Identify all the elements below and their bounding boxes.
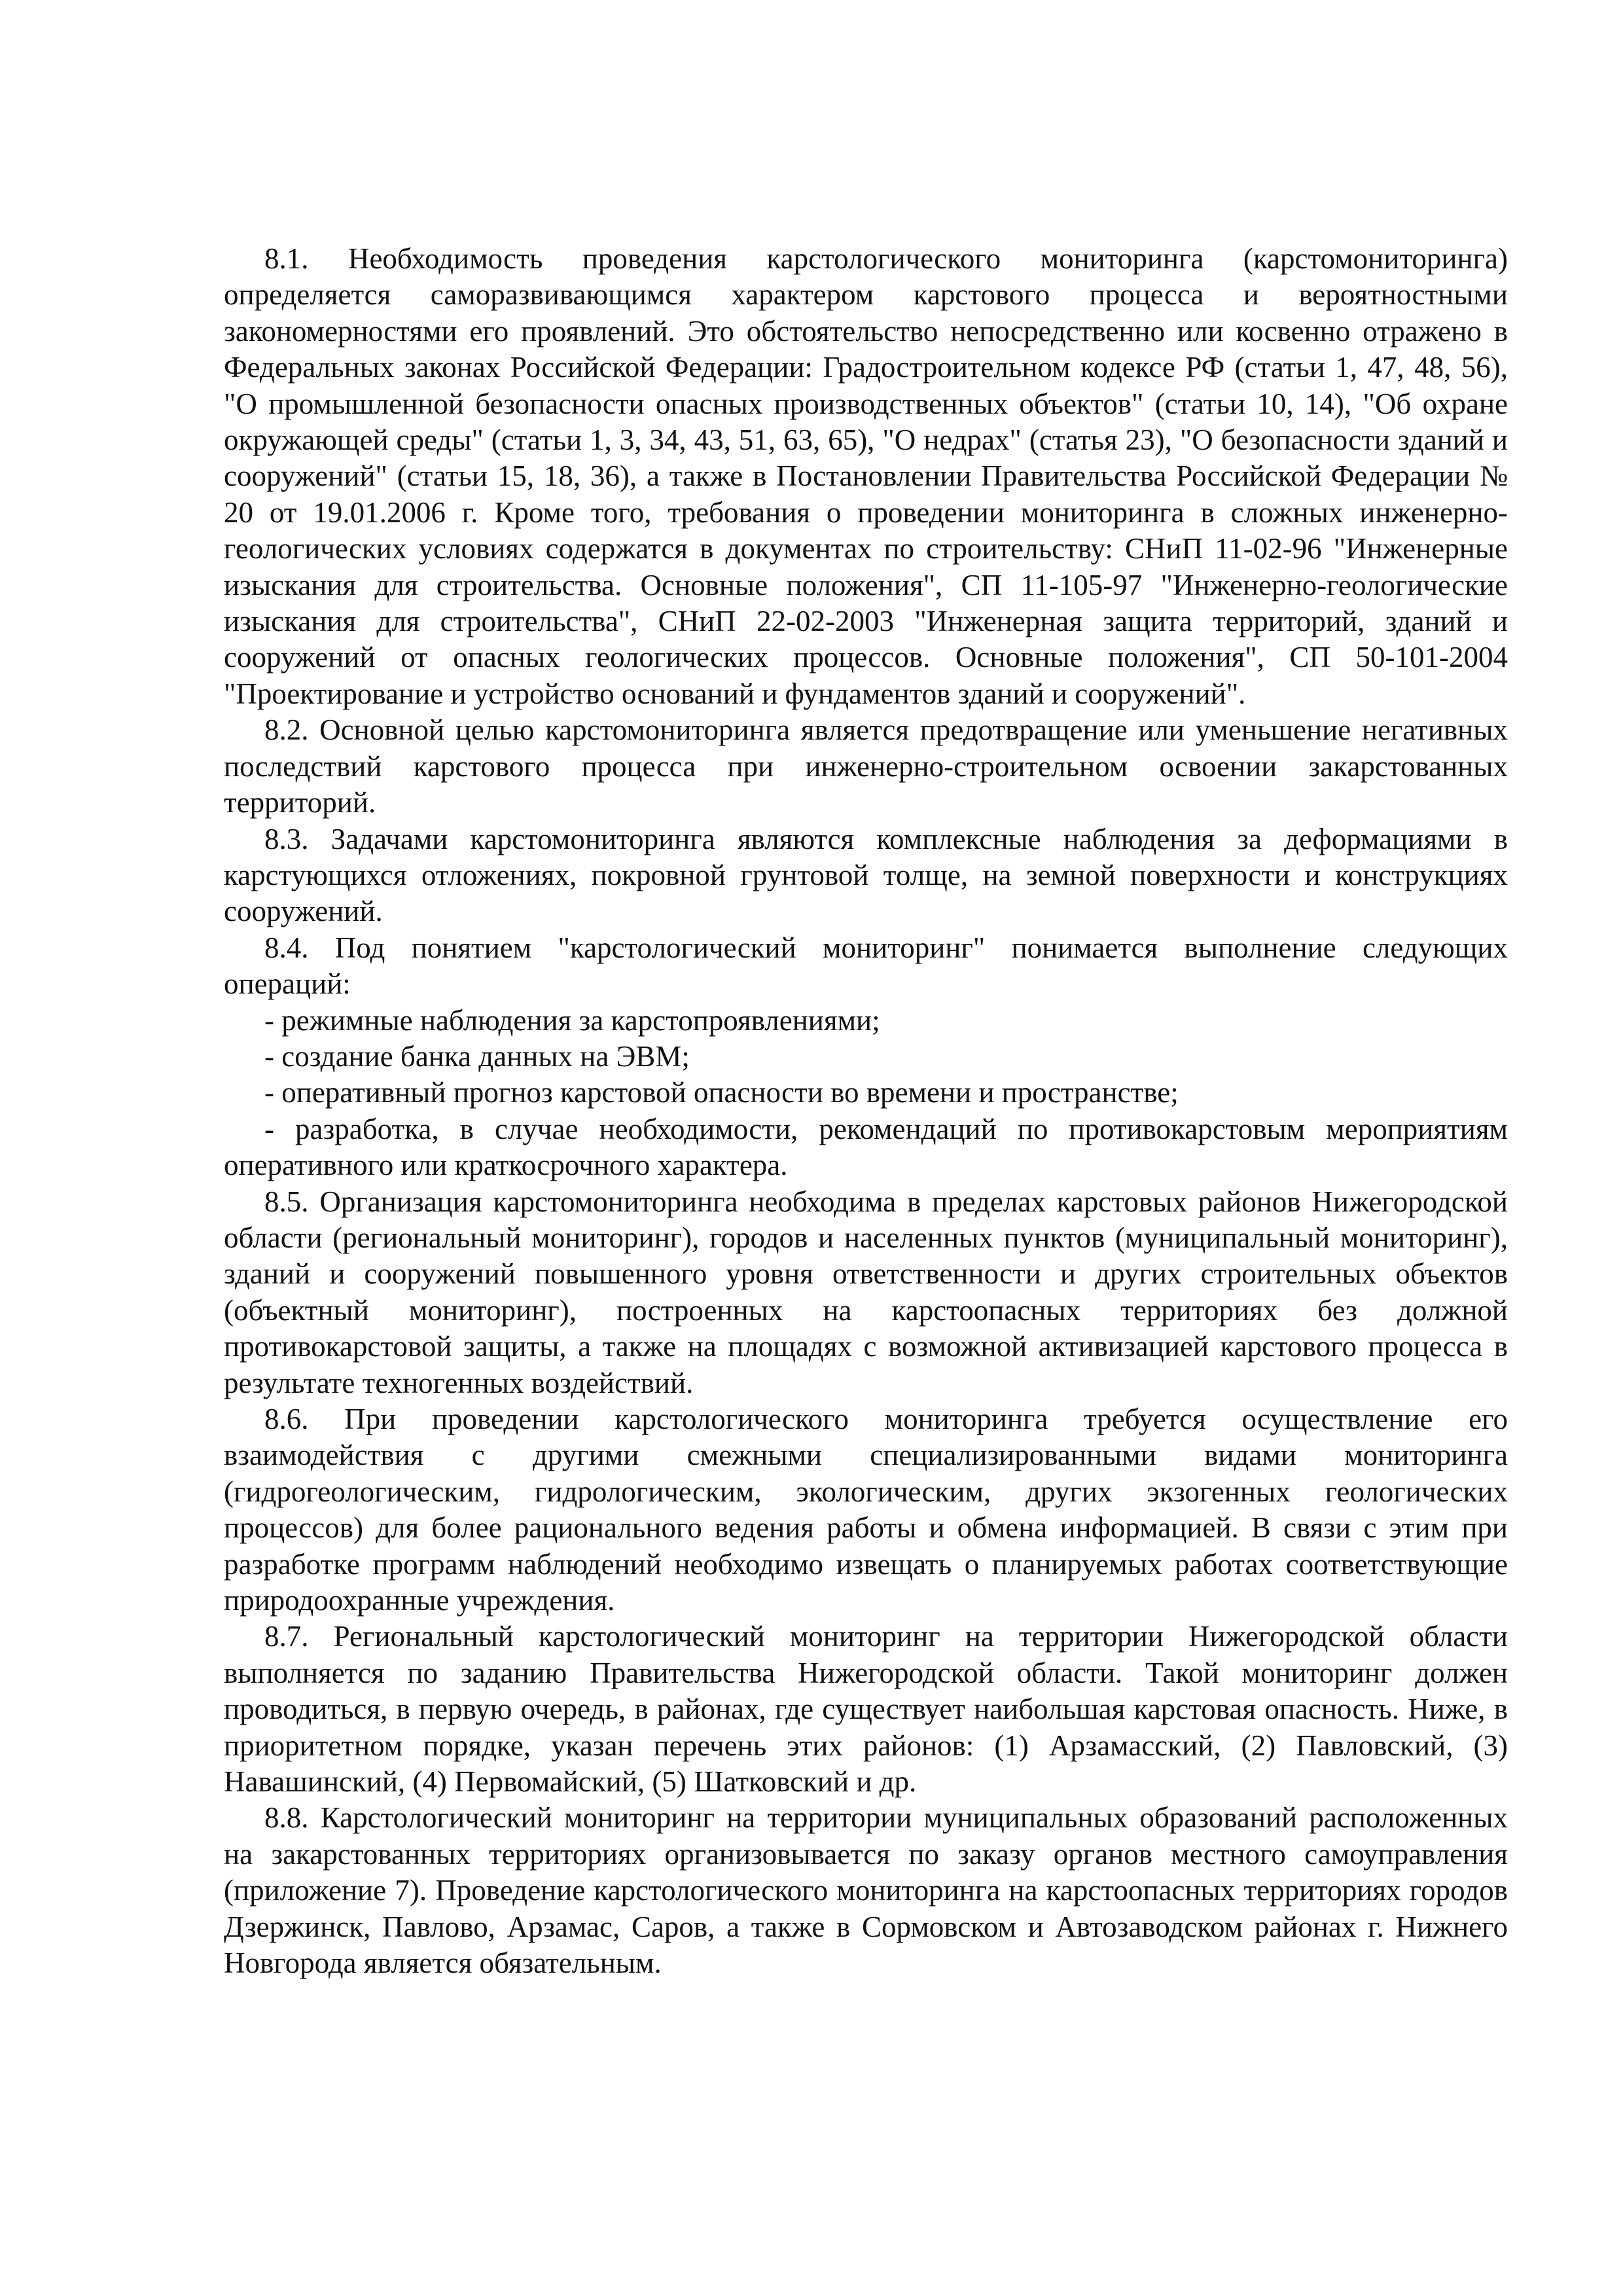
list-item-recommendations: - разработка, в случае необходимости, рекомендаций по противокарстовым мероприятиям оперативного или краткосрочного характера. xyxy=(224,1112,1508,1182)
paragraph-8-6: 8.6. При проведении карстологического мониторинга требуется осуществление его взаимодействия с другими смежными специализированными видами мониторинга (гидрогеологическим, гидрологическим, экологическим, других экзогенных геологических процессов) для более рационального ведения работы и обмена информацией. В связи с этим при разработке программ наблюдений необходимо извещать о планируемых работах соответствующие природоохранные учреждения. xyxy=(224,1403,1508,1617)
document-text xyxy=(224,241,1508,1982)
paragraph-8-8: 8.8. Карстологический мониторинг на территории муниципальных образований расположенных на закарстованных территориях организовывается по заказу органов местного самоуправления (приложение 7). Проведение карстологического мониторинга на карстоопасных территориях городов Дзержинск, Павлово, Арзамас, Саров, а также в Сормовском и Автозаводском районах г. Нижнего Новгорода является обязательным. xyxy=(224,1801,1508,1980)
paragraph-8-7: 8.7. Региональный карстологический мониторинг на территории Нижегородской области выполняется по заданию Правительства Нижегородской области. Такой мониторинг должен проводиться, в первую очередь, в районах, где существует наибольшая карстовая опасность. Ниже, в приоритетном порядке, указан перечень этих районов: (1) Арзамасский, (2) Павловский, (3) Навашинский, (4) Первомайский, (5) Шатковский и др. xyxy=(224,1620,1508,1799)
paragraph-8-3: 8.3. Задачами карстомониторинга являются комплексные наблюдения за деформациями в карстующихся отложениях, покровной грунтовой толще, на земной поверхности и конструкциях сооружений. xyxy=(224,822,1508,928)
paragraph-8-5: 8.5. Организация карстомониторинга необходима в пределах карстовых районов Нижегородской области (региональный мониторинг), городов и населенных пунктов (муниципальный мониторинг), зданий и сооружений повышенного уровня ответственности и других строительных объектов (объектный мониторинг), построенных на карстоопасных территориях без должной противокарстовой защиты, а также на площадях с возможной активизацией карстового процесса в результате техногенных воздействий. xyxy=(224,1185,1508,1399)
paragraph-8-2: 8.2. Основной целью карстомониторинга является предотвращение или уменьшение негативных последствий карстового процесса при инженерно-строительном освоении закарстованных территорий. xyxy=(224,713,1508,819)
paragraph-8-1: 8.1. Необходимость проведения карстологического мониторинга (карстомониторинга) определяется саморазвивающимся характером карстового процесса и вероятностными закономерностями его проявлений. Это обстоятельство непосредственно или косвенно отражено в Федеральных законах Российской Федерации: Градостроительном кодексе РФ (статьи 1, 47, 48, 56), "О промышленной безопасности опасных производственных объектов" (статьи 10, 14), "Об охране окружающей среды" (статьи 1, 3, 34, 43, 51, 63, 65), "О недрах" (статья 23), "О безопасности зданий и сооружений" (статьи 15, 18, 36), а также в Постановлении Правительства Российской Федерации № 20 от 19.01.2006 г. Кроме того, требования о проведении мониторинга в сложных инженерно-геологических условиях содержатся в документах по строительству: СНиП 11-02-96 "Инженерные изыскания для строительства. Основные положения", СП 11-105-97 "Инженерно-геологические изыскания для строительства", СНиП 22-02-2003 "Инженерная защита территорий, зданий и сооружений от опасных геологических процессов. Основные положения", СП 50-101-2004 "Проектирование и устройство оснований и фундаментов зданий и сооружений". xyxy=(224,242,1508,710)
paragraph-8-4: 8.4. Под понятием "карстологический мониторинг" понимается выполнение следующих операций: xyxy=(224,931,1508,1001)
list-item-forecast: - оперативный прогноз карстовой опасности во времени и пространстве; xyxy=(264,1076,1179,1109)
list-item-database: - создание банка данных на ЭВМ; xyxy=(264,1039,690,1073)
list-item-monitoring: - режимные наблюдения за карстопроявлениями; xyxy=(264,1003,880,1037)
